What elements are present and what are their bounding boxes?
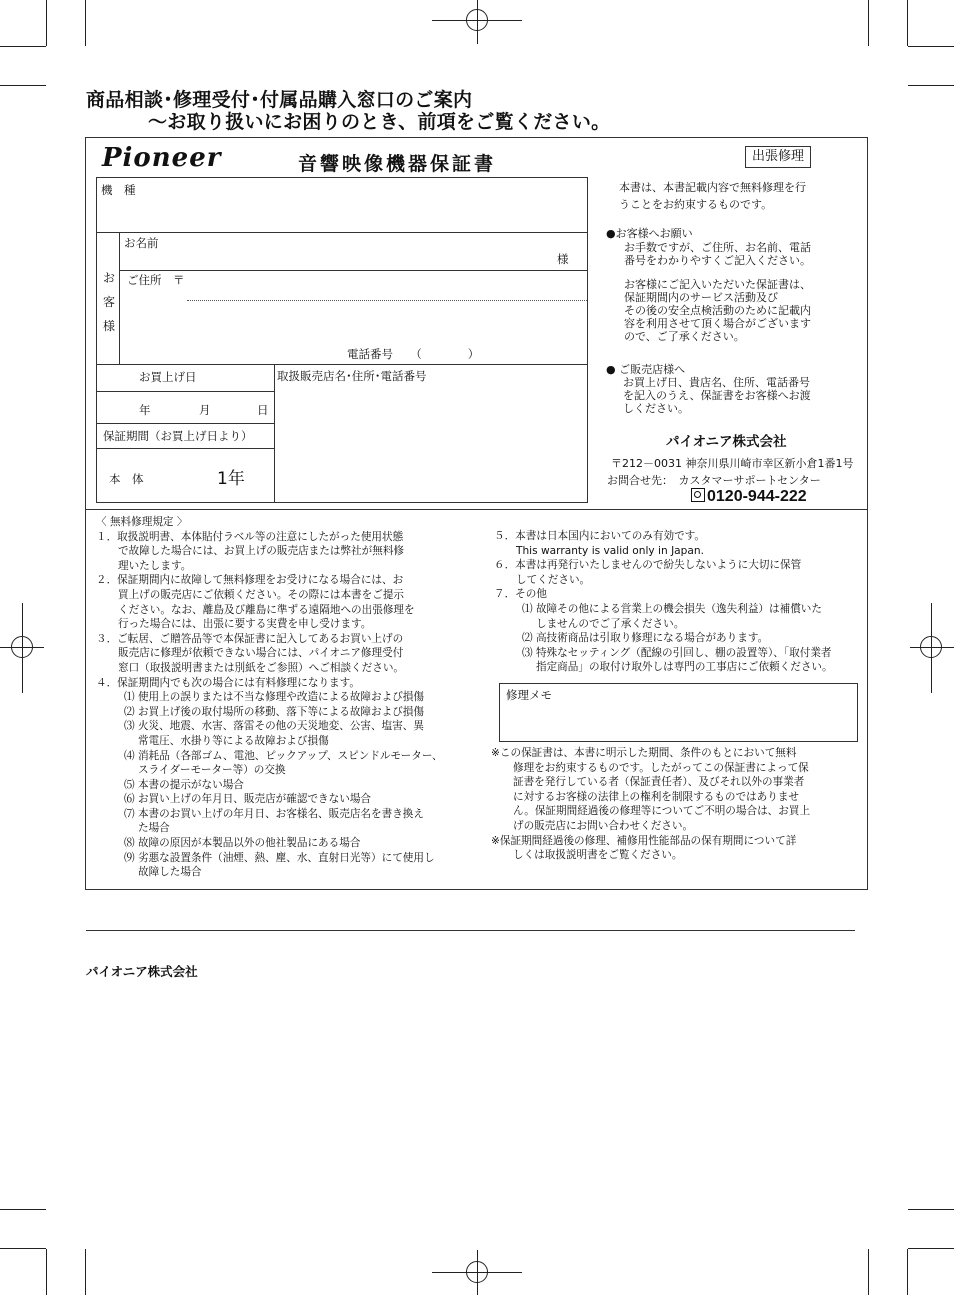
term-line: ４．保証期間内でも次の場合には有料修理になります。: [96, 676, 360, 689]
term-line: ※保証期間経過後の修理、補修用性能部品の保有期間について詳: [491, 834, 797, 847]
unit-label: 本 体: [109, 472, 144, 486]
contact-label: お問合せ先： カスタマーサポートセンター: [607, 474, 821, 487]
freedial-icon: [691, 488, 705, 502]
term-line: で故障した場合には、お買上げの販売店または弊社が無料修: [118, 545, 405, 558]
warranty-card: [85, 137, 868, 890]
dealer-label: 取扱販売店名･住所･電話番号: [277, 369, 427, 383]
customer-request: お手数ですが、ご住所、お名前、電話 番号をわかりやすくご記入ください。: [624, 241, 811, 267]
honorific: 様: [557, 252, 569, 266]
term-line: ください。なお、離島及び離島に準ずる遠隔地への出張修理を: [118, 603, 415, 616]
customer-label-2: 客: [102, 295, 115, 309]
term-line: This warranty is valid only in Japan.: [516, 544, 704, 557]
date-year-unit: 年: [139, 403, 151, 417]
term-line: 窓口（取扱説明書または別紙をご参照）へご相談ください。: [118, 661, 405, 674]
term-line: ⑶ 特殊なセッティング（配線の引回し、棚の設置等）、「取付業者: [522, 646, 832, 659]
term-line: 行った場合には、出張に要する実費を申し受けます。: [118, 618, 372, 631]
term-line: ７．その他: [494, 588, 547, 601]
company-name: パイオニア株式会社: [666, 434, 787, 450]
term-line: ⑻ 故障の原因が本製品以外の他社製品にある場合: [124, 837, 361, 850]
date-month-unit: 月: [199, 403, 211, 417]
term-line: ⑼ 劣悪な設置条件（油煙、熱、塵、水、直射日光等）にて使用し: [124, 851, 435, 864]
phone-label: 電話番号 （ ）: [347, 347, 480, 361]
model-label: 機 種: [101, 183, 136, 197]
term-line: ん。保証期間経過後の修理等についてご不明の場合は、お買上: [513, 805, 811, 818]
free-repair-terms: [96, 515, 466, 880]
term-line: ６．本書は再発行いたしませんので紛失しないように大切に保管: [494, 559, 802, 572]
term-line: ⑵ 高技術商品は引取り修理になる場合があります。: [522, 632, 769, 645]
terms-continued: [494, 529, 864, 675]
term-line: 証書を発行している者（保証責任者）、及びそれ以外の事業者: [513, 776, 805, 789]
term-line: ⑺ 本書のお買い上げの年月日、お客様名、販売店名を書き換え: [124, 807, 424, 820]
term-line: ⑷ 消耗品（各部ゴム、電池、ピックアップ、スピンドルモーター、: [124, 749, 443, 762]
date-day-unit: 日: [257, 403, 269, 417]
dealer-request-title: ● ご販売店様へ: [606, 363, 686, 376]
term-line: しませんのでご了承ください。: [536, 617, 685, 630]
card-title: 音響映像機器保証書: [298, 153, 497, 175]
term-line: 販売店に修理が依頼できない場合には、パイオニア修理受付: [118, 647, 404, 660]
term-line: ⑴ 使用上の誤りまたは不当な修理や改造による故障および損傷: [124, 691, 424, 704]
term-line: げの販売店にお問い合わせください。: [513, 819, 694, 832]
term-line: ⑵ お買上げ後の取付場所の移動、落下等による故障および損傷: [124, 705, 424, 718]
term-line: に対するお客様の法律上の権利を制限するものではありませ: [513, 790, 800, 803]
support-phone: 0120-944-222: [691, 488, 807, 503]
side-intro: 本書は、本書記載内容で無料修理を行 うことをお約束するものです。: [619, 181, 806, 211]
term-line: ５．本書は日本国内においてのみ有効です。: [494, 530, 706, 542]
footer-rule: [86, 930, 855, 931]
dealer-request: お買上げ日、貴店名、住所、電話番号 を記入のうえ、保証書をお客様へお渡 しください。: [623, 376, 811, 415]
term-line: 故障した場合: [138, 866, 202, 879]
term-line: ※この保証書は、本書に明示した期間、条件のもとにおいて無料: [491, 747, 797, 759]
company-address: 〒212－0031 神奈川県川崎市幸区新小倉1番1号: [611, 457, 854, 470]
term-line: してください。: [516, 573, 591, 586]
repair-memo-label: 修理メモ: [506, 688, 552, 702]
term-line: ⑴ 故障その他による営業上の機会損失（逸失利益）は補償いた: [522, 602, 822, 615]
customer-label-1: お: [102, 271, 115, 285]
term-line: ⑹ お買い上げの年月日、販売店が確認できない場合: [124, 793, 372, 806]
pioneer-logo: Pioneer: [102, 143, 222, 173]
term-line: 〈 無料修理規定 〉: [96, 516, 188, 528]
term-line: 買上げの販売店にご依頼ください。その際には本書をご提示: [118, 588, 405, 601]
address-label: ご住所 〒: [127, 273, 185, 287]
term-line: ２．保証期間内に故障して無料修理をお受けになる場合には、お: [96, 574, 404, 587]
purchase-date-label: お買上げ日: [139, 370, 197, 384]
footer-company: パイオニア株式会社: [86, 964, 198, 979]
warranty-form: [96, 177, 588, 503]
term-line: 常電圧、水掛り等による故障および損傷: [138, 734, 329, 747]
name-label: お名前: [124, 236, 159, 250]
repair-memo-box: [499, 683, 858, 742]
term-line: 修理をお約束するものです。したがってこの保証書によって保: [513, 761, 809, 774]
term-line: １．取扱説明書、本体貼付ラベル等の注意にしたがった使用状態: [96, 530, 404, 543]
term-line: た場合: [138, 822, 170, 835]
term-line: 理いたします。: [118, 559, 192, 572]
term-line: ３．ご転居、ご贈答品等で本保証書に記入してあるお買い上げの: [96, 632, 404, 645]
term-line: しくは取扱説明書をご覧ください。: [513, 849, 683, 862]
warranty-notes: [491, 746, 863, 863]
warranty-period-label: 保証期間（お買上げ日より）: [103, 429, 253, 443]
customer-request-title: ●お客様へお願い: [606, 227, 693, 240]
unit-period: 1年: [217, 469, 245, 489]
heading-line1: 商品相談･修理受付･付属品購入窓口のご案内: [86, 89, 473, 111]
privacy-note: お客様にご記入いただいた保証書は、 保証期間内のサービス活動及び その後の安全点検活動のために記載内 容を利用させて頂く場合がございます ので、ご了承ください。: [624, 278, 811, 343]
term-line: ⑸ 本書の提示がない場合: [124, 778, 244, 791]
card-divider: [86, 509, 867, 510]
term-line: ⑶ 火災、地震、水害、落雷その他の天災地変、公害、塩害、異: [124, 720, 424, 733]
customer-label-3: 様: [102, 319, 115, 333]
term-line: 指定商品」の取付け取外しは専門の工事店にご依頼ください。: [536, 661, 833, 674]
onsite-repair-badge: 出張修理: [745, 146, 811, 168]
term-line: スライダーモーター等）の交換: [138, 764, 286, 777]
heading-line2: ～お取り扱いにお困りのとき、前項をご覧ください。: [148, 111, 611, 133]
